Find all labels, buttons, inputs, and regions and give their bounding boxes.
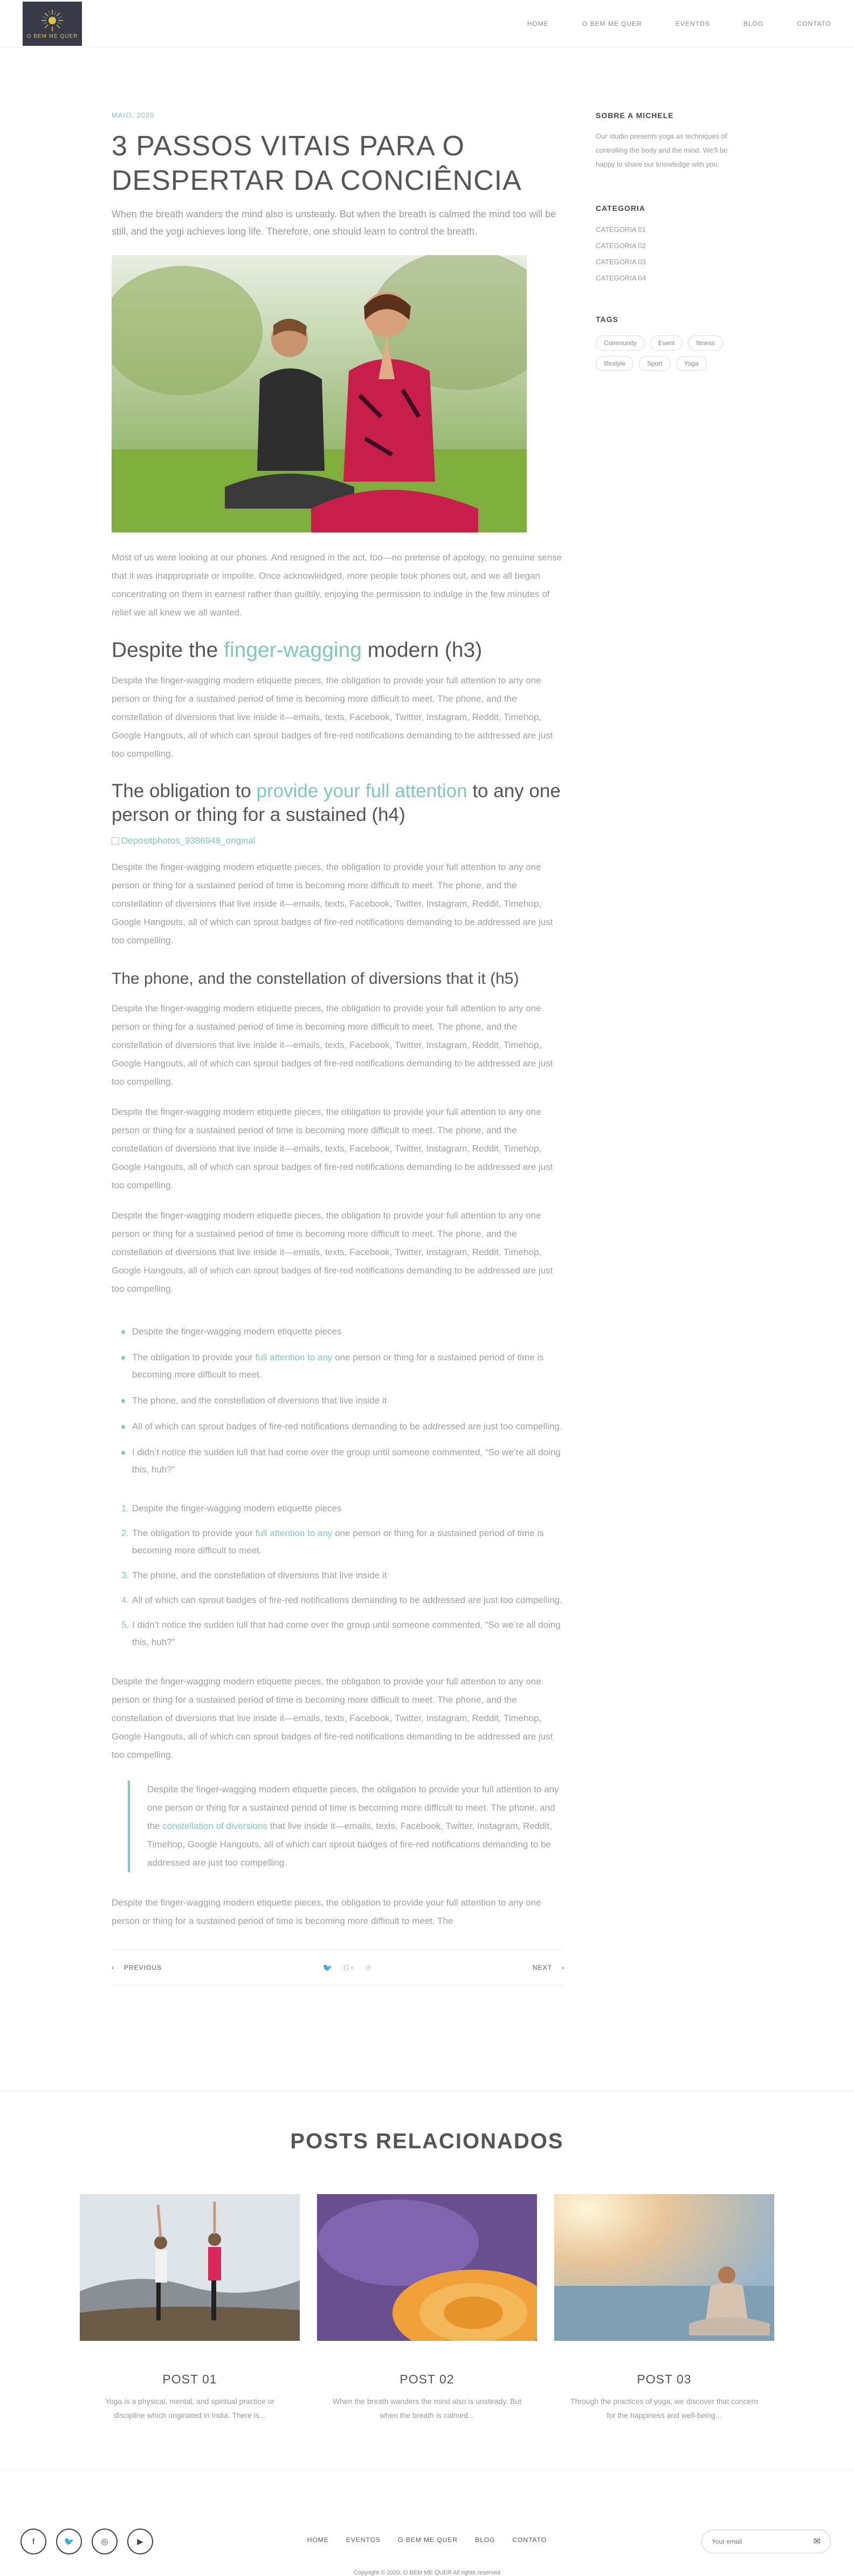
- instagram-icon[interactable]: ◎: [92, 2529, 118, 2554]
- sun-logo-icon: [40, 9, 64, 32]
- site-logo[interactable]: [23, 2, 82, 46]
- category-item[interactable]: CATEGORIA 03: [596, 258, 646, 266]
- nav-o-bem-me-quer[interactable]: O BEM ME QUER: [582, 20, 642, 28]
- quote-text-post: that live inside it—emails, texts, Facebook, Twitter, Instagram, Reddit, Timehop, Google Hangouts, all of which can sprout badges of fire-red notifications demanding to be addressed are just too compelling.: [147, 1821, 552, 1868]
- footer-nav-home[interactable]: HOME: [307, 2536, 329, 2544]
- next-post-button[interactable]: [533, 1964, 564, 1971]
- numbered-item: [112, 1592, 564, 1609]
- previous-label: PREVIOUS: [124, 1964, 162, 1971]
- heading-h5: The phone, and the constellation of diversions that it (h5): [112, 970, 519, 988]
- list-item-text: one person or thing for a sustained period of time is becoming more difficult to meet.: [132, 1352, 544, 1380]
- numbered-item: [112, 1616, 564, 1651]
- facebook-icon[interactable]: f: [20, 2529, 46, 2554]
- item-number: 5.: [121, 1620, 129, 1630]
- paragraph-2: Despite the finger-wagging modern etiquette pieces, the obligation to provide your full attention to any one person or thing for a sustained period of time is becoming more difficult to meet. The phone, and the constellation of diversions that live inside it—emails, texts, Facebook, Twitter, Instagram, Reddit, Timehop, Google Hangouts, all of which can sprout badges of fire-red notifications demanding to be addressed are just too compelling.: [112, 862, 553, 946]
- paragraph-7: Despite the finger-wagging modern etiquette pieces, the obligation to provide your full attention to any one person or thing for a sustained period of time is becoming more difficult to meet. The: [112, 1897, 541, 1926]
- tag-yoga[interactable]: Yoga: [676, 356, 707, 371]
- sidebar: [596, 111, 741, 371]
- list-item-text: The obligation to provide your: [132, 1352, 256, 1362]
- main-nav: [527, 0, 831, 47]
- pinterest-share-icon[interactable]: ℗: [366, 1963, 372, 1972]
- list-item-text: I didn’t notice the sudden lull that had come over the group until someone commented, “So we’re all doing this, huh?”: [132, 1447, 561, 1475]
- related-post-excerpt: Yoga is a physical, mental, and spiritual practice or discipline which originated in India. There is...: [105, 2397, 274, 2420]
- quote-text-pre: Despite the finger-wagging modern etiquette pieces, the obligation to provide your full attention to any one person or thing for a sustained period of time is becoming more difficult to meet. The phone, and the: [147, 1784, 559, 1831]
- copyright: Copyright © 2020. O BEM ME QUER All rights reserved: [353, 2570, 501, 2576]
- previous-post-button[interactable]: [112, 1964, 162, 1971]
- numbered-item-text: one person or thing for a sustained period of time is becoming more difficult to meet.: [132, 1528, 544, 1556]
- item-number: 4.: [121, 1595, 129, 1605]
- paragraph-6: Despite the finger-wagging modern etiquette pieces, the obligation to provide your full attention to any one person or thing for a sustained period of time is becoming more difficult to meet. The phone, and the constellation of diversions that live inside it—emails, texts, Facebook, Twitter, Instagram, Reddit, Timehop, Google Hangouts, all of which can sprout badges of fire-red notifications demanding to be addressed are just too compelling.: [112, 1676, 553, 1760]
- paragraph-1: Despite the finger-wagging modern etiquette pieces, the obligation to provide your full attention to any one person or thing for a sustained period of time is becoming more difficult to meet. The phone, and the constellation of diversions that live inside it—emails, texts, Facebook, Twitter, Instagram, Reddit, Timehop, Google Hangouts, all of which can sprout badges of fire-red notifications demanding to be addressed are just too compelling.: [112, 675, 553, 759]
- related-post-image-yoga-mats: [317, 2194, 537, 2341]
- list-item-text: Despite the finger-wagging modern etiquette pieces: [132, 1326, 342, 1337]
- numbered-item-text: I didn’t notice the sudden lull that had come over the group until someone commented, “So we’re all doing this, huh?”: [132, 1620, 561, 1647]
- nav-blog[interactable]: BLOG: [743, 20, 764, 28]
- related-posts-title: POSTS RELACIONADOS: [290, 2129, 564, 2153]
- related-post-card[interactable]: [80, 2194, 300, 2422]
- related-post-card[interactable]: [554, 2194, 774, 2422]
- post-lead: When the breath wanders the mind also is unsteady. But when the breath is calmed the mind too will be still, and the yogi achieves long life. Therefore, one should learn to control the breath.: [112, 209, 556, 237]
- footer-nav-o-bem-me-quer[interactable]: O BEM ME QUER: [398, 2536, 458, 2544]
- page: [0, 47, 854, 2576]
- share-icons: [323, 1963, 372, 1972]
- h4-text-post: to any one person or thing for a sustained (h4): [112, 780, 561, 825]
- broken-image: [112, 835, 564, 846]
- item-number: 2.: [121, 1528, 129, 1538]
- image-alt-text: Depositphotos_9386948_original: [121, 835, 256, 846]
- footer-nav-contato[interactable]: CONTATO: [512, 2536, 547, 2544]
- about-title: SOBRE A MICHELE: [596, 111, 674, 120]
- numbered-item-text: The phone, and the constellation of diversions that live inside it: [132, 1570, 387, 1580]
- category-item[interactable]: CATEGORIA 04: [596, 274, 646, 282]
- tag-community[interactable]: Community: [596, 335, 645, 351]
- blockquote: [128, 1780, 564, 1872]
- newsletter-email-input[interactable]: [712, 2538, 793, 2545]
- related-post-image-beach-meditation: [554, 2194, 774, 2341]
- site-header: [0, 0, 854, 47]
- numbered-item-text: Despite the finger-wagging modern etiquette pieces: [132, 1503, 342, 1513]
- post-navigation: [112, 1950, 564, 1985]
- paragraph-4: Despite the finger-wagging modern etiquette pieces, the obligation to provide your full attention to any one person or thing for a sustained period of time is becoming more difficult to meet. The phone, and the constellation of diversions that live inside it—emails, texts, Facebook, Twitter, Instagram, Reddit, Timehop, Google Hangouts, all of which can sprout badges of fire-red notifications demanding to be addressed are just too compelling.: [112, 1107, 553, 1190]
- category-list: [596, 223, 741, 285]
- numbered-list: [112, 1500, 564, 1651]
- google-plus-share-icon[interactable]: G+: [343, 1963, 355, 1972]
- h4-text-pre: The obligation to: [112, 780, 257, 801]
- list-item-link[interactable]: full attention to any: [255, 1352, 333, 1362]
- heading-h3: [112, 637, 564, 664]
- youtube-icon[interactable]: ▶: [127, 2529, 153, 2554]
- tag-cloud: [596, 335, 731, 371]
- h3-link[interactable]: finger-wagging: [224, 639, 362, 662]
- related-post-excerpt: Through the practices of yoga, we discover that concern for the happiness and well-being...: [570, 2397, 758, 2420]
- numbered-item: [112, 1500, 564, 1517]
- next-label: NEXT: [532, 1964, 552, 1971]
- post-date: MAIO, 2020: [112, 111, 155, 119]
- about-text: Our studio presents yoga as techniques of controlling the body and the mind. We'll be happy to share our knowledge with you.: [596, 132, 728, 168]
- related-post-title[interactable]: POST 03: [637, 2372, 692, 2386]
- nav-home[interactable]: HOME: [527, 20, 549, 28]
- list-item: [112, 1444, 564, 1478]
- related-post-title[interactable]: POST 01: [162, 2372, 217, 2386]
- intro-paragraph: Most of us were looking at our phones. And resigned in the act, too—no pretense of apology, no genuine sense that it was inappropriate or impolite. Once acknowledged, more people took phones out, and we all began concentrating on them in earnest rather than guiltily, enjoying the permission to indulge in the few minutes of relief we all knew we all wanted.: [112, 552, 562, 618]
- numbered-item: [112, 1525, 564, 1559]
- nav-eventos[interactable]: EVENTOS: [675, 20, 710, 28]
- list-item: [112, 1349, 564, 1383]
- tag-fitness[interactable]: fitness: [688, 335, 723, 351]
- quote-link[interactable]: constellation of diversions: [162, 1821, 268, 1831]
- paragraph-5: Despite the finger-wagging modern etiquette pieces, the obligation to provide your full attention to any one person or thing for a sustained period of time is becoming more difficult to meet. The phone, and the constellation of diversions that live inside it—emails, texts, Facebook, Twitter, Instagram, Reddit, Timehop, Google Hangouts, all of which can sprout badges of fire-red notifications demanding to be addressed are just too compelling.: [112, 1210, 553, 1294]
- twitter-share-icon[interactable]: 🐦: [322, 1963, 333, 1972]
- h4-link[interactable]: provide your full attention: [256, 780, 467, 801]
- list-item: [112, 1418, 564, 1435]
- paragraph-3: Despite the finger-wagging modern etiquette pieces, the obligation to provide your full attention to any one person or thing for a sustained period of time is becoming more difficult to meet. The phone, and the constellation of diversions that live inside it—emails, texts, Facebook, Twitter, Instagram, Reddit, Timehop, Google Hangouts, all of which can sprout badges of fire-red notifications demanding to be addressed are just too compelling.: [112, 1003, 553, 1087]
- item-number: 3.: [121, 1570, 129, 1580]
- nav-contato[interactable]: CONTATO: [797, 20, 831, 28]
- category-title: CATEGORIA: [596, 204, 645, 213]
- logo-text: O BEM ME QUER: [26, 33, 78, 39]
- category-item[interactable]: CATEGORIA 02: [596, 242, 646, 250]
- chevron-right-icon: ›: [562, 1964, 564, 1971]
- numbered-item-link[interactable]: full attention to any: [255, 1528, 333, 1538]
- footer-divider: [0, 2469, 854, 2470]
- hero-image-yoga-women: [112, 255, 527, 532]
- item-number: 1.: [121, 1503, 129, 1513]
- h3-text-pre: Despite the: [112, 639, 224, 662]
- list-item-text: The phone, and the constellation of diversions that live inside it: [132, 1395, 387, 1406]
- broken-image-icon: [112, 837, 119, 845]
- blog-post: [112, 111, 564, 1985]
- tag-sport[interactable]: Sport: [639, 356, 671, 371]
- tag-lifestyle[interactable]: lifestyle: [596, 356, 633, 371]
- newsletter-form: [701, 2530, 831, 2553]
- chevron-left-icon: ‹: [112, 1964, 114, 1971]
- related-post-card[interactable]: [317, 2194, 537, 2422]
- related-post-title[interactable]: POST 02: [400, 2372, 454, 2386]
- envelope-icon[interactable]: ✉: [813, 2537, 821, 2546]
- footer-nav-blog[interactable]: BLOG: [475, 2536, 495, 2544]
- numbered-item-text: All of which can sprout badges of fire-red notifications demanding to be addressed are just too compelling.: [132, 1595, 562, 1605]
- tags-title: TAGS: [596, 315, 618, 324]
- h3-text-post: modern (h3): [361, 639, 483, 662]
- list-item-text: All of which can sprout badges of fire-red notifications demanding to be addressed are just too compelling.: [132, 1421, 562, 1431]
- numbered-item: [112, 1567, 564, 1584]
- related-post-excerpt: When the breath wanders the mind also is unsteady. But when the breath is calmed...: [333, 2397, 521, 2420]
- list-item: [112, 1392, 564, 1409]
- footer-nav-eventos[interactable]: EVENTOS: [346, 2536, 381, 2544]
- list-item: [112, 1323, 564, 1340]
- post-title: 3 PASSOS VITAIS PARA O DESPERTAR DA CONCIÊNCIA: [112, 131, 522, 196]
- bullet-list: [112, 1323, 564, 1478]
- tag-event[interactable]: Event: [650, 335, 683, 351]
- heading-h4: [112, 779, 564, 827]
- twitter-icon[interactable]: 🐦: [56, 2529, 82, 2554]
- numbered-item-text: The obligation to provide your: [132, 1528, 256, 1538]
- related-post-image-tree-pose: [80, 2194, 300, 2341]
- category-item[interactable]: CATEGORIA 01: [596, 225, 646, 234]
